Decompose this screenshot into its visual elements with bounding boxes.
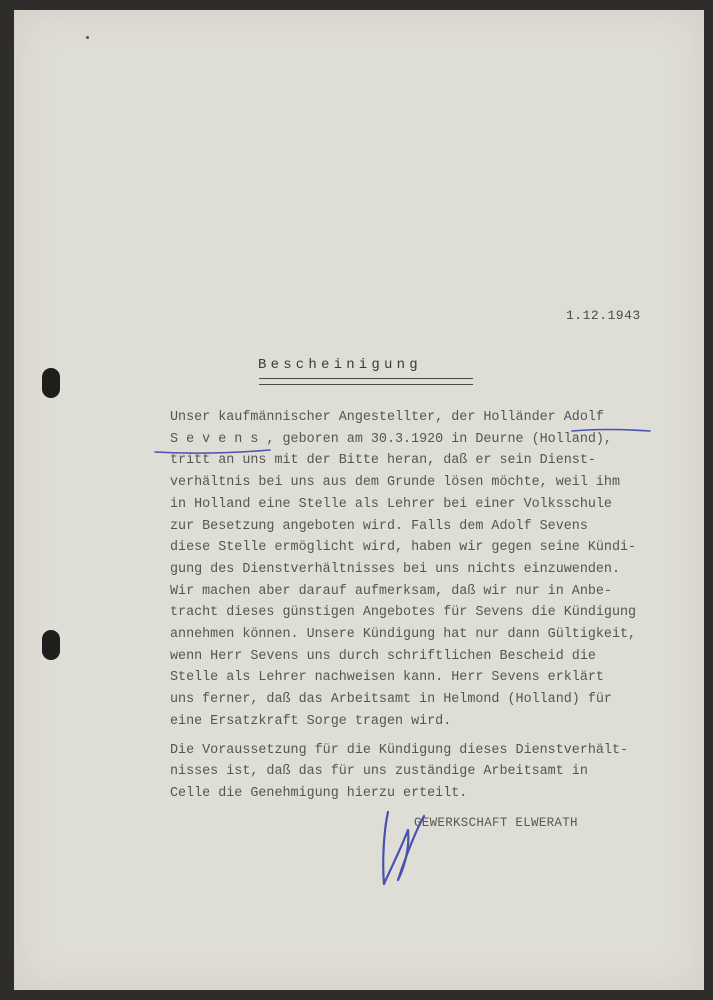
text-line: annehmen können. Unsere Kündigung hat nur dann Gültigkeit, [170,627,637,643]
document-date: 1.12.1943 [566,308,641,323]
text-line: S e v e n s , geboren am 30.3.1920 in Deurne (Holland), [170,431,612,447]
text-line: wenn Herr Sevens uns durch schriftlichen Bescheid die [170,648,596,664]
handwritten-initial [383,812,424,884]
text-line: Die Voraussetzung für die Kündigung dieses Dienstverhält- [170,742,629,758]
text-line: uns ferner, daß das Arbeitsamt in Helmond (Holland) für [170,692,612,708]
text-line: Wir machen aber darauf aufmerksam, daß wir nur in Anbe- [170,583,612,599]
text-line: Unser kaufmännischer Angestellter, der Holländer Adolf [170,410,604,425]
text-line: zur Besetzung angeboten wird. Falls dem Adolf Sevens [170,518,588,534]
text-line: tracht dieses günstigen Angebotes für Sevens die Kündigung [170,605,637,621]
text-line: Celle die Genehmigung hierzu erteilt. [170,785,468,801]
text-line: Stelle als Lehrer nachweisen kann. Herr Sevens erklärt [170,670,604,686]
pencil-underline-sevens [155,450,270,453]
text-line: nisses ist, daß das für uns zuständige Arbeitsamt in [170,764,588,780]
text-line: eine Ersatzkraft Sorge tragen wird. [170,713,452,729]
signature-organization: GEWERKSCHAFT ELWERATH [414,816,578,830]
text-line: in Holland eine Stelle als Lehrer bei einer Volksschule [170,496,612,512]
text-line: tritt an uns mit der Bitte heran, daß er sein Dienst- [170,453,596,469]
pencil-underline-adolf [572,430,650,432]
document-title: Bescheinigung [258,357,422,373]
text-line: diese Stelle ermöglicht wird, haben wir gegen seine Kündi- [170,540,637,556]
text-line: gung des Dienstverhältnisses bei uns nichts einzuwenden. [170,561,620,577]
text-line: verhältnis bei uns aus dem Grunde lösen möchte, weil ihm [170,475,620,491]
